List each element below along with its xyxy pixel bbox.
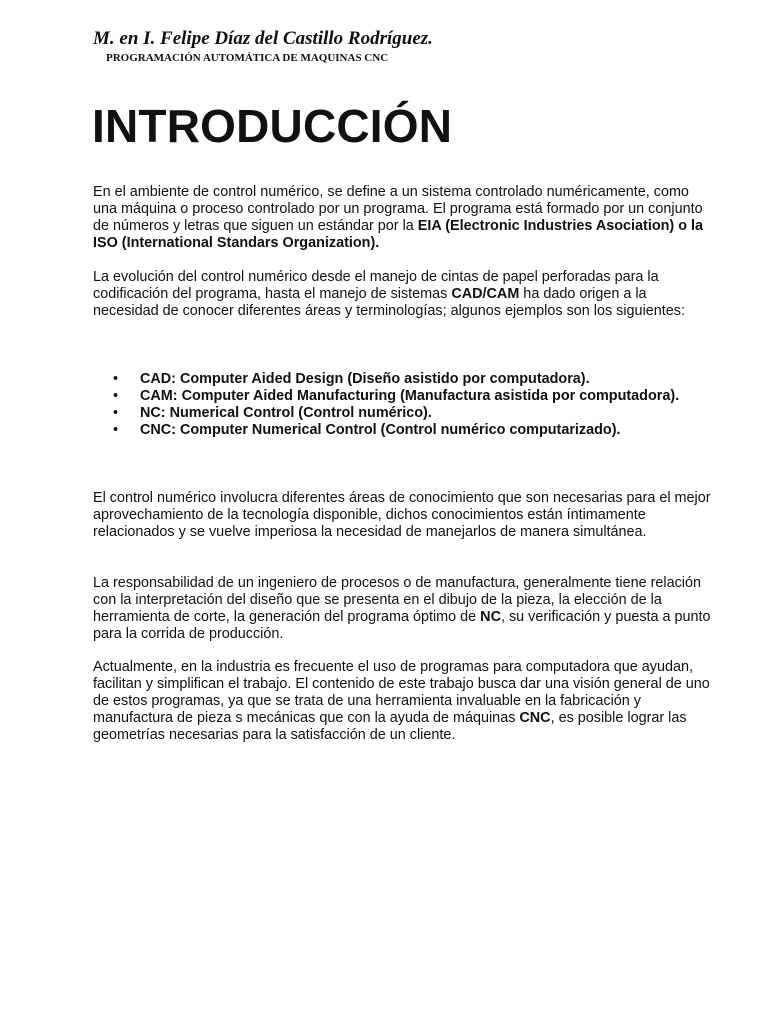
course-title: PROGRAMACIÓN AUTOMÁTICA DE MAQUINAS CNC bbox=[106, 52, 389, 64]
list-item-text: CAD: Computer Aided Design (Diseño asistido por computadora). bbox=[140, 371, 590, 387]
paragraph-4-bold: NC bbox=[480, 609, 501, 625]
list-item bbox=[93, 405, 693, 422]
bullet-icon: • bbox=[113, 371, 119, 387]
author-name: M. en I. Felipe Díaz del Castillo Rodríguez. bbox=[93, 28, 433, 49]
list-item bbox=[93, 371, 693, 388]
paragraph-3 bbox=[93, 490, 713, 541]
list-item-text: NC: Numerical Control (Control numérico). bbox=[140, 405, 432, 421]
paragraph-5-text-start: Actualmente, en la industria es frecuente el uso de programas para computadora que ayudan, facilitan y simplifican el trabajo. El contenido de este trabajo busca dar una visión general de uno de estos programas, ya que se trata de una herramienta invaluable en la fabricación y manufactura de pieza s mecánicas que con la ayuda de máquinas bbox=[93, 659, 710, 726]
paragraph-1-text: En el ambiente de control numérico, se define a un sistema controlado numéricamente, como una máquina o proceso controlado por un programa. El programa está formado por un conjunto de números y letras que siguen un estándar por la bbox=[93, 184, 703, 234]
list-item bbox=[93, 422, 693, 439]
paragraph-1 bbox=[93, 184, 713, 252]
paragraph-3-text: El control numérico involucra diferentes áreas de conocimiento que son necesarias para el mejor aprovechamiento de la tecnología disponible, dichos conocimientos están íntimamente relacionados y se vuelve imperiosa la necesidad de manejarlos de manera simultánea. bbox=[93, 490, 711, 540]
list-item-text: CAM: Computer Aided Manufacturing (Manufactura asistida por computadora). bbox=[140, 388, 680, 404]
paragraph-2-text-start: La evolución del control numérico desde el manejo de cintas de papel perforadas para la codificación del programa, hasta el manejo de sistemas bbox=[93, 269, 659, 302]
list-item bbox=[93, 388, 693, 405]
paragraph-1-bold: EIA (Electronic Industries Asociation) o la ISO (International Standars Organization). bbox=[93, 218, 703, 251]
paragraph-5-bold: CNC bbox=[519, 710, 551, 726]
paragraph-5-text-end: , es posible lograr las geometrías necesarias para la satisfacción de un cliente. bbox=[93, 710, 687, 743]
paragraph-2-text-end: ha dado origen a la necesidad de conocer diferentes áreas y terminologías; algunos ejemplos son los siguientes: bbox=[93, 286, 685, 319]
bullet-icon: • bbox=[113, 422, 119, 438]
paragraph-4 bbox=[93, 575, 713, 643]
page-title: INTRODUCCIÓN bbox=[92, 100, 453, 152]
bullet-icon: • bbox=[113, 405, 119, 421]
terms-list bbox=[93, 371, 693, 439]
paragraph-2-bold: CAD/CAM bbox=[451, 286, 520, 302]
paragraph-2 bbox=[93, 269, 713, 320]
paragraph-4-text-end: , su verificación y puesta a punto para la corrida de producción. bbox=[93, 609, 711, 642]
paragraph-4-text-start: La responsabilidad de un ingeniero de procesos o de manufactura, generalmente tiene relación con la interpretación del diseño que se presenta en el dibujo de la pieza, la elección de la herramienta de corte, la generación del programa óptimo de bbox=[93, 575, 702, 625]
bullet-icon: • bbox=[113, 388, 119, 404]
paragraph-5 bbox=[93, 659, 713, 744]
list-item-text: CNC: Computer Numerical Control (Control numérico computarizado). bbox=[140, 422, 621, 438]
